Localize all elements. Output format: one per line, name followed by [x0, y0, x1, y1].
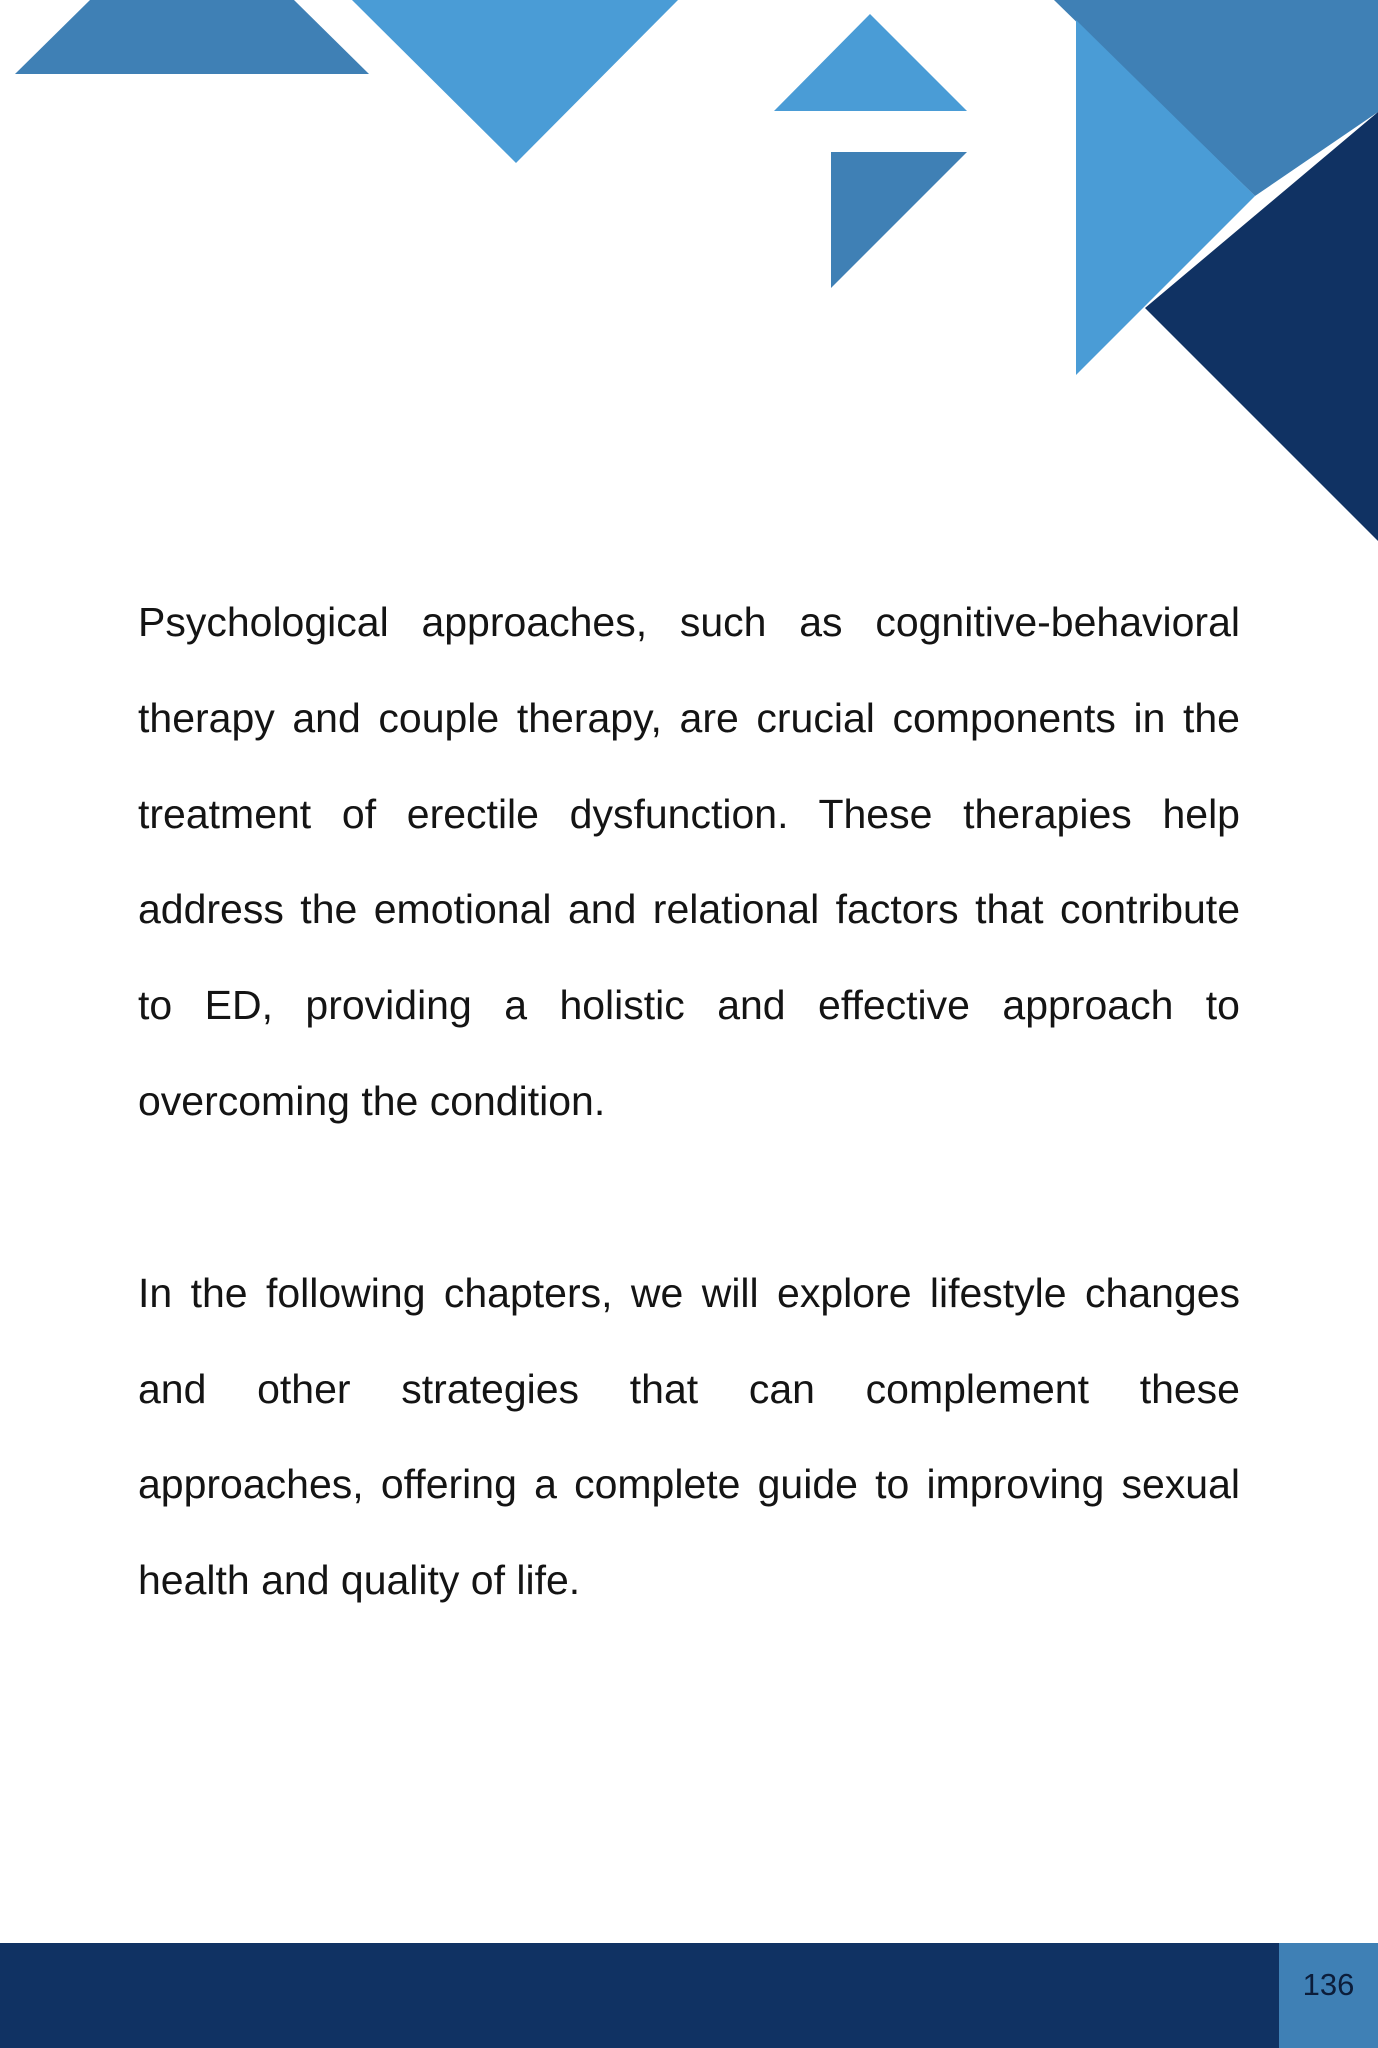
triangle-small-up [774, 14, 967, 111]
triangle-small-down [831, 152, 967, 288]
page-number: 136 [1302, 1967, 1355, 2002]
decorative-triangles [0, 0, 1378, 560]
triangle-top-left [15, 0, 369, 74]
body-text [138, 575, 1240, 1629]
footer-bar [0, 1943, 1378, 2048]
paragraph-2: In the following chapters, we will explore lifestyle changes and other strategies that can complement these approaches, offering a complete guide to improving sexual health and quality of life. [138, 1269, 1240, 1604]
paragraph-1: Psychological approaches, such as cognitive-behavioral therapy and couple therapy, are crucial components in the treatment of erectile dysfunction. These therapies help address the emotional and relational factors that contribute to ED, providing a holistic and effective approach to overcoming the condition. [138, 599, 1240, 1124]
triangle-top-center-down [352, 0, 678, 163]
page-number-box [1279, 1943, 1378, 2048]
